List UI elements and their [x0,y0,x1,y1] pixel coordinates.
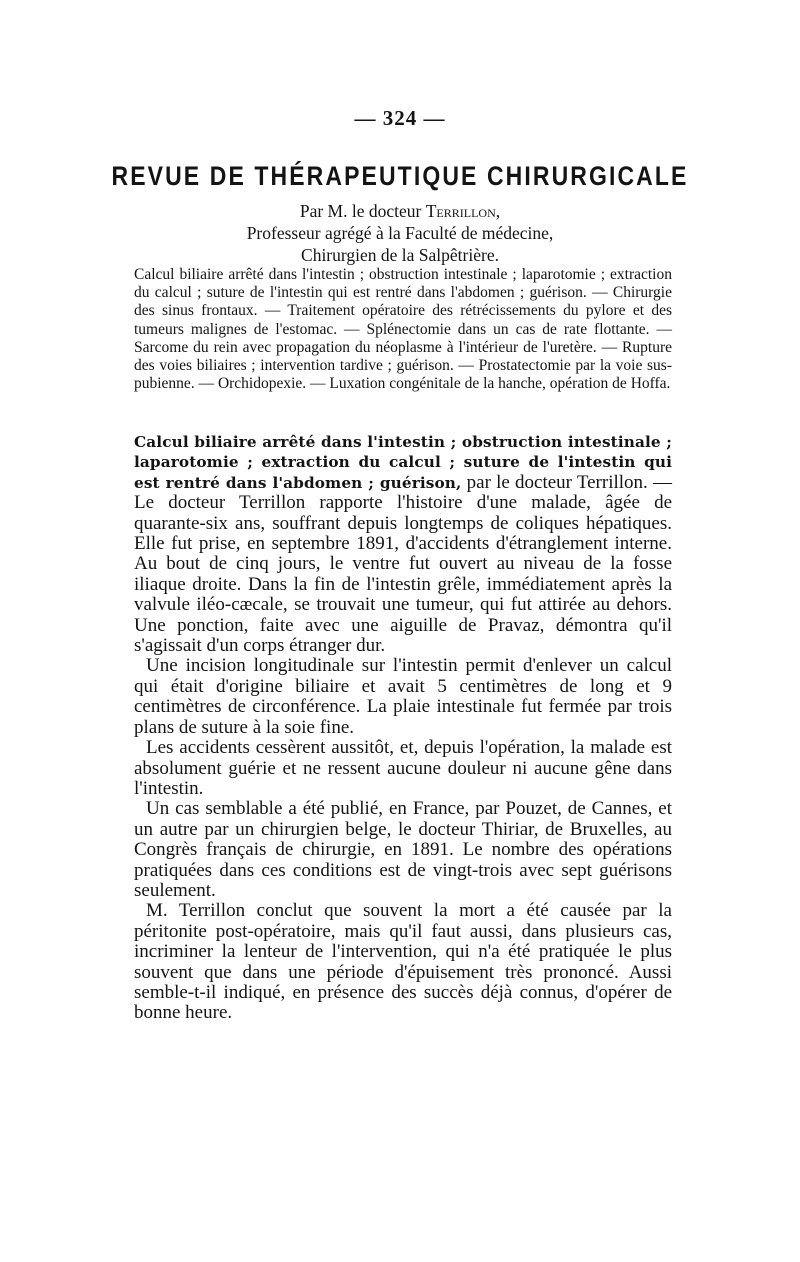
body-paragraph: M. Terrillon conclut que souvent la mort a été causée par la péritonite post-opératoire, mais qu'il faut aussi, dans plusieurs cas, incriminer la lenteur de l'intervention, qui n'a été pratiquée le plus souvent que dans une période d'épuisement très prononcé. Aussi semble-t-il indiqué, en présence des succès déjà connus, d'opérer de bonne heure. [134,900,672,1024]
page-number: — 324 — [354,106,446,130]
section-heading: Calcul biliaire arrêté dans l'intestin ; obstruction intestinale ; laparotomie ; extraction du calcul ; suture de l'intestin qui est rentré dans l'abdomen ; guérison, [134,433,672,492]
body-paragraph [134,432,672,656]
body-paragraph: Les accidents cessèrent aussitôt, et, depuis l'opération, la malade est absolument guérie et ne ressent aucune douleur ni aucune gêne dans l'intestin. [134,737,672,799]
author-affiliation: Chirurgien de la Salpêtrière. [301,245,499,265]
article-summary: Calcul biliaire arrêté dans l'intestin ; obstruction intestinale ; laparotomie ; extraction du calcul ; suture de l'intestin qui est rentré dans l'abdomen ; guérison. — Chirurgie des sinus frontaux. — Traitement opératoire des rétrécissements du pylore et des tumeurs malignes de l'estomac. — Splénectomie dans un cas de rate flottante. — Sarcome du rein avec propagation du néoplasme à l'intérieur de l'uretère. — Rupture des voies biliaires ; intervention tardive ; guérison. — Prostatectomie par la voie sus-pubienne. — Orchidopexie. — Luxation congénitale de la hanche, opération de Hoffa. [134,266,672,393]
article-body [134,432,672,1024]
article-title: REVUE DE THÉRAPEUTIQUE CHIRURGICALE [111,160,689,191]
body-paragraph: Un cas semblable a été publié, en France, par Pouzet, de Cannes, et un autre par un chirurgien belge, le docteur Thiriar, de Bruxelles, au Congrès français de chirurgie, en 1891. Le nombre des opérations pratiquées dans ces conditions est de vingt-trois avec sept guérisons seulement. [134,798,672,901]
byline-prefix: Par M. le docteur [299,201,426,221]
author-name: Terrillon, [425,201,501,221]
paragraph-text: par le docteur Terrillon. — Le docteur Terrillon rapporte l'histoire d'une malade, âgée de quarante-six ans, souffrant depuis longtemps de coliques hépatiques. Elle fut prise, en septembre 1891, d'accidents d'étranglement interne. Au bout de cinq jours, le ventre fut ouvert au niveau de la fosse iliaque droite. Dans la fin de l'intestin grêle, immédiatement après la valvule iléo-cæcale, se trouvait une tumeur, qui fut attirée au dehors. Une ponction, faite avec une aiguille de Pravaz, démontra qu'il s'agissait d'un corps étranger dur. [134,471,672,657]
body-paragraph: Une incision longitudinale sur l'intestin permit d'enlever un calcul qui était d'origine biliaire et avait 5 centimètres de long et 9 centimètres de circonférence. La plaie intestinale fut fermée par trois plans de suture à la soie fine. [134,655,672,738]
byline [0,200,800,266]
byline-author-line [0,200,800,222]
author-title: Professeur agrégé à la Faculté de médecine, [246,223,554,243]
